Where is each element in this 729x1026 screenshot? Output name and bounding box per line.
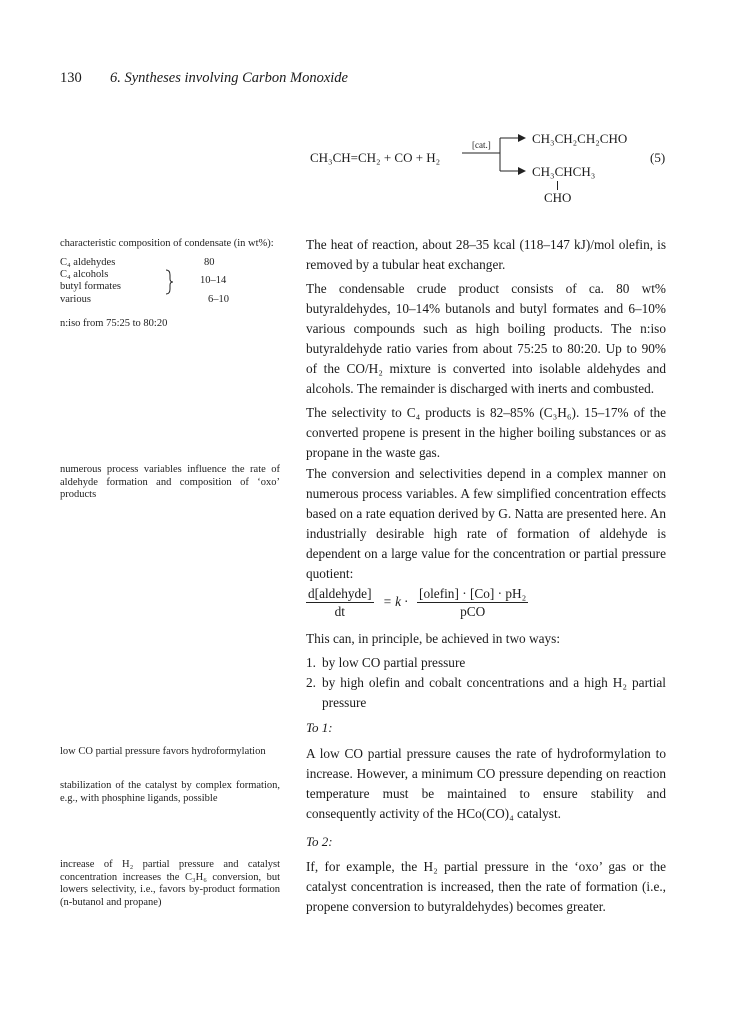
- product-branched: CH₃CHCH₃: [532, 164, 596, 179]
- eq-lhs-num: d[aldehyde]: [308, 586, 372, 601]
- body-p3: The selectivity to C₄ products is 82–85% (C₃H₆). 15–17% of the converted propene is present in the higher boiling substances or as propane in the waste gas.: [306, 405, 666, 460]
- eq-rhs-den: pCO: [460, 604, 486, 619]
- body-p5: This can, in principle, be achieved in two ways:: [306, 631, 561, 646]
- product-linear: CH₃CH₂CH₂CHO: [532, 131, 628, 146]
- equation-number: (5): [650, 150, 666, 165]
- comp-value-aldehydes: 80: [204, 256, 215, 268]
- eq-lhs-den: dt: [334, 604, 345, 619]
- sidenote-low-co: low CO partial pressure favors hydroformylation: [60, 746, 266, 757]
- comp-label-aldehydes: C₄ aldehydes: [60, 256, 116, 268]
- list-item: 2. by high olefin and cobalt concentrations and a high H₂ partial pressure: [306, 675, 666, 710]
- running-head: [60, 70, 348, 87]
- comp-label-various: various: [60, 293, 91, 305]
- eq-rhs: [417, 586, 528, 620]
- comp-label-formates: butyl formates: [60, 280, 121, 292]
- product-branched-cho: CHO: [544, 190, 572, 205]
- comp-label-alcohols: C₄ alcohols: [60, 268, 109, 280]
- composition-caption: characteristic composition of condensate (in wt%):: [60, 238, 274, 249]
- list-item: 1. by low CO partial pressure: [306, 655, 466, 670]
- sidenote-stabilization: stabilization of the catalyst by complex formation, e.g., with phosphine ligands, possible: [60, 780, 280, 804]
- ratio-note: n:iso from 75:25 to 80:20: [60, 317, 168, 329]
- body-p4: The conversion and selectivities depend in a complex manner on numerous process variables. A few simplified concentration effects based on a rate equation derived by G. Natta are presented here. An industrially desirable high rate of formation of aldehyde is dependent on a large value for the concentration or partial pressure quotient:: [306, 466, 666, 581]
- sidenote-increase-h2: increase of H₂ partial pressure and catalyst concentration increases the C₃H₆ conversion, but lowers selectivity, i.e., favors by-product formation (n-butanol and propane): [60, 859, 280, 908]
- body-p1: The heat of reaction, about 28–35 kcal (118–147 kJ)/mol olefin, is removed by a tubular heat exchanger.: [306, 237, 666, 272]
- reaction-scheme: [310, 128, 670, 224]
- body-p2: The condensable crude product consists of ca. 80 wt% butyraldehydes, 10–14% butanols and butyl formates and 6–10% various compounds such as high boiling products. The n:iso butyraldehyde ratio varies from about 75:25 to 80:20. Up to 90% of the CO/H₂ mixture is converted into isolable aldehydes and alcohols. The remainder is discharged with inerts and combusted.: [306, 281, 666, 396]
- chapter-title: 6. Syntheses involving Carbon Monoxide: [110, 70, 348, 86]
- catalyst-label: [cat.]: [472, 140, 491, 150]
- eq-equals-k: = k ·: [382, 594, 408, 610]
- composition-brace: [164, 269, 174, 295]
- reactants: CH₃CH=CH₂ + CO + H₂: [310, 150, 441, 165]
- page-number: 130: [60, 70, 82, 86]
- reaction-arrows: [462, 128, 532, 182]
- to2-text: If, for example, the H₂ partial pressure in the ‘oxo’ gas or the catalyst concentration is increased, then the rate of formation (i.e., propene conversion to butyraldehydes) becomes greater.: [306, 859, 666, 914]
- comp-value-various: 6–10: [208, 293, 229, 305]
- to1-heading: To 1:: [306, 720, 333, 735]
- numbered-list: [306, 653, 666, 713]
- rate-equation: [306, 586, 528, 620]
- to1-text: A low CO partial pressure causes the rate of hydroformylation to increase. However, a minimum CO pressure depending on reaction temperature must be maintained to ensure stability and consequently activity of the HCo(CO)₄ catalyst.: [306, 746, 666, 821]
- eq-rhs-num: [olefin] · [Co] · pH₂: [419, 586, 527, 601]
- eq-lhs: [306, 586, 374, 620]
- composition-table: [60, 257, 280, 313]
- to2-heading: To 2:: [306, 834, 333, 849]
- sidenote-process-variables: numerous process variables influence the rate of aldehyde formation and composition of ‘oxo’ products: [60, 464, 280, 500]
- branch-bond: [557, 181, 558, 190]
- sidenote-composition: [60, 238, 280, 330]
- comp-value-bracket: 10–14: [200, 274, 227, 286]
